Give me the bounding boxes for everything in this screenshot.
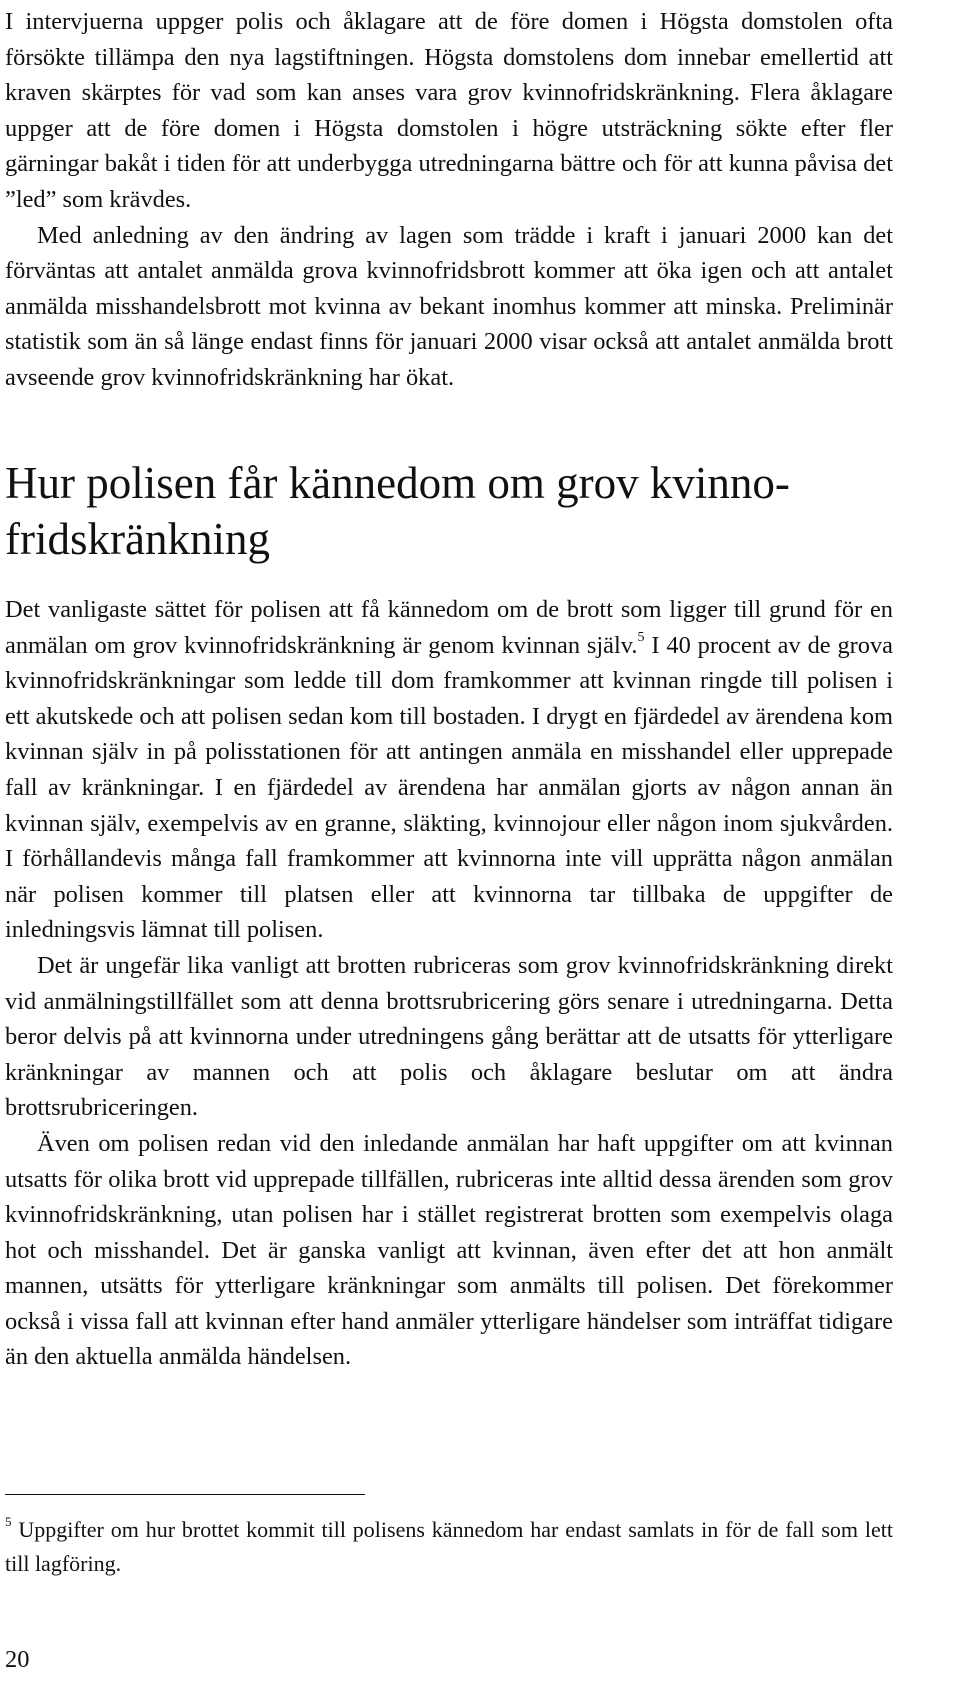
- paragraph-text-before-note: Det vanligaste sättet för polisen att få kännedom om de brott som ligger till grund för en anmälan om grov kvinnofridskränkning är genom kvinnan själv.: [5, 596, 893, 659]
- section-heading-block: [5, 455, 893, 567]
- paragraph-interviews: I intervjuerna uppger polis och åklagare att de före domen i Högsta domstolen ofta försökte tillämpa den nya lagstiftningen. Högsta domstolens dom innebar emellertid att kraven skärptes för vad som kan anses vara grov kvinnofridskränkning. Flera åklagare uppger att de före domen i Högsta domstolen i högre utsträckning sökte efter fler gärningar bakåt i tiden för att underbygga utredningarna bättre och för att kunna påvisa det ”led” som krävdes.: [5, 8, 893, 213]
- paragraph-how-police-learn: [5, 592, 893, 948]
- footnote-separator: [5, 1494, 365, 1495]
- section-1: [5, 4, 893, 396]
- footnote: [5, 1513, 893, 1581]
- footnote-reference: 5: [637, 629, 645, 645]
- paragraph-law-change: Med anledning av den ändring av lagen som trädde i kraft i januari 2000 kan det förväntas att antalet anmälda grova kvinnofridsbrott kommer att öka igen och att antalet anmälda misshandelsbrott mot kvinna av bekant inomhus kommer att minska. Preliminär statistik som än så länge endast finns för januari 2000 visar också att antalet anmälda brott avseende grov kvinnofridskränkning har ökat.: [5, 221, 893, 391]
- section-heading: Hur polisen får kännedom om grov kvinnofridskränkning: [5, 458, 790, 564]
- footnote-text: [5, 1513, 893, 1581]
- section-2: [5, 592, 893, 1375]
- footnote-number: 5: [5, 1514, 12, 1529]
- paragraph-text-after-note: I 40 procent av de grova kvinnofridskränkningar som ledde till dom framkommer att kvinnan ringde till polisen i ett akutskede och att polisen sedan kom till bostaden. I drygt en fjärdedel av ärendena kom kvinnan själv in på polisstationen för att antingen anmäla en misshandel eller upprepade fall av kränkningar. I en fjärdedel av ärendena har anmälan gjorts av någon annan än kvinnan själv, exempelvis av en granne, släkting, kvinnojour eller någon inom sjukvården. I förhållandevis många fall framkommer att kvinnorna inte vill upprätta någon anmälan när polisen kommer till platsen eller att kvinnorna tar tillbaka de uppgifter de inledningsvis lämnat till polisen.: [5, 631, 893, 944]
- footnote-body: Uppgifter om hur brottet kommit till polisens kännedom har endast samlats in för de fall som lett till lagföring.: [5, 1517, 893, 1576]
- paragraph-classification: Det är ungefär lika vanligt att brotten rubriceras som grov kvinnofridskränkning direkt vid anmälningstillfället som att denna brottsrubricering görs senare i utredningarna. Detta beror delvis på att kvinnorna under utredningens gång berättar att de utsatts för ytterligare kränkningar av mannen och att polis och åklagare beslutar om att ändra brottsrubriceringen.: [5, 951, 893, 1122]
- paragraph-repeated-offences: Även om polisen redan vid den inledande anmälan har haft uppgifter om att kvinnan utsatts för olika brott vid upprepade tillfällen, rubriceras inte alltid dessa ärenden som grov kvinnofridskränkning, utan polisen har i stället registrerat brotten som exempelvis olaga hot och misshandel. Det är ganska vanligt att kvinnan, även efter det att hon anmält mannen, utsätts för ytterligare kränkningar som anmälts till polisen. Det förekommer också i vissa fall att kvinnan efter hand anmäler ytterligare händelser som inträffat tidigare än den aktuella anmälda händelsen.: [5, 1129, 893, 1371]
- page-number: 20: [5, 1646, 30, 1673]
